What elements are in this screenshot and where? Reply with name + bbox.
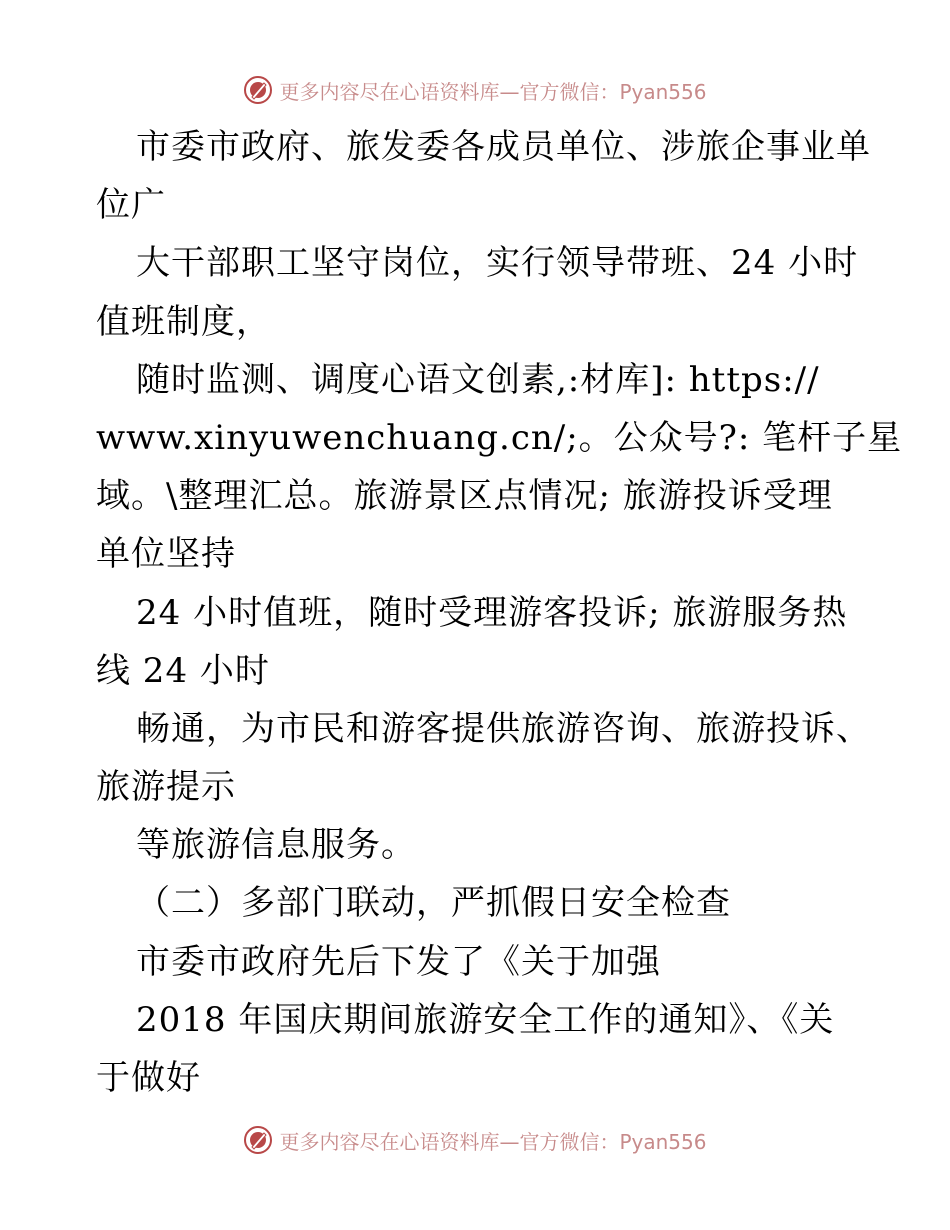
- text-line: 值班制度，: [96, 301, 271, 342]
- text-line: 随时监测、调度心语文创素,:材库]: https://: [136, 359, 820, 400]
- text-line: www.xinyuwenchuang.cn/;。公众号?: 笔杆子星: [96, 417, 903, 458]
- text-line: 旅游提示: [96, 767, 236, 808]
- text-line: 于做好: [96, 1058, 201, 1098]
- header-watermark: [0, 70, 950, 110]
- text-line: 市委市政府先后下发了《关于加强: [136, 941, 661, 982]
- text-line: 2018 年国庆期间旅游安全工作的通知》、《关: [136, 999, 835, 1040]
- document-body: [96, 118, 903, 1107]
- text-line: 线 24 小时: [96, 650, 270, 691]
- text-line: 等旅游信息服务。: [136, 825, 416, 866]
- text-line: 位广: [96, 185, 166, 226]
- text-line: （二）多部门联动，严抓假日安全检查: [136, 883, 731, 924]
- pen-seal-icon: [243, 75, 273, 105]
- watermark-text: 更多内容尽在心语资料库—官方微信：Pyan556: [279, 1129, 707, 1154]
- pen-seal-icon: [243, 1125, 273, 1155]
- text-line: 单位坚持: [96, 534, 236, 575]
- text-line: 畅通，为市民和游客提供旅游咨询、旅游投诉、: [136, 708, 871, 749]
- text-line: 大干部职工坚守岗位，实行领导带班、24 小时: [136, 243, 859, 284]
- text-line: 24 小时值班，随时受理游客投诉; 旅游服务热: [136, 592, 848, 633]
- text-line: 市委市政府、旅发委各成员单位、涉旅企事业单: [136, 127, 871, 167]
- watermark-text: 更多内容尽在心语资料库—官方微信：Pyan556: [279, 79, 707, 104]
- footer-watermark: [0, 1120, 950, 1160]
- text-line: 域。\整理汇总。旅游景区点情况; 旅游投诉受理: [96, 476, 833, 517]
